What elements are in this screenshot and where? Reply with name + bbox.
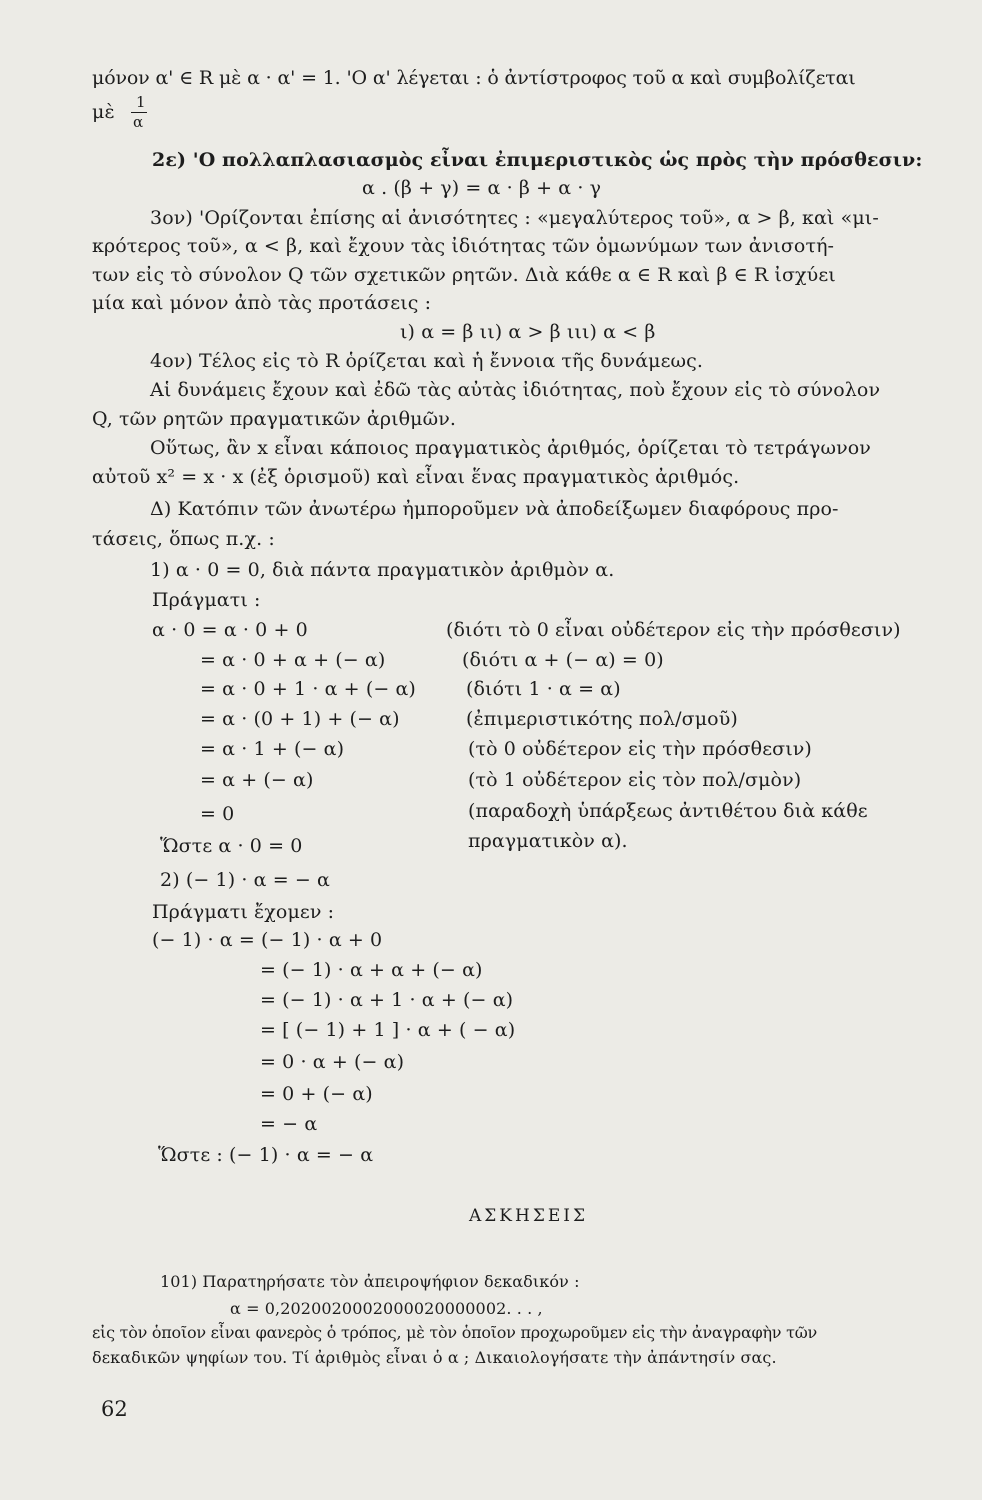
- text-line-16: τάσεις, ὅπως π.χ. :: [92, 528, 275, 550]
- exercises-heading: ΑΣΚΗΣΕΙΣ: [469, 1206, 588, 1226]
- part2-step: = 0 · α + (− α): [260, 1051, 405, 1073]
- section-2e-heading: 2ε) 'Ο πολλαπλασιασμὸς εἶναι ἐπιμεριστικὸς ὡς πρὸς τὴν πρόσθεσιν:: [152, 149, 923, 171]
- proof1-reason: (παραδοχὴ ὑπάρξεως ἀντιθέτου διὰ κάθε: [468, 800, 868, 822]
- proof1-step-left: α · 0 = α · 0 + 0: [152, 619, 308, 641]
- part2-step: = [ (− 1) + 1 ] · α + ( − α): [260, 1019, 516, 1041]
- fraction-numerator: 1: [136, 93, 146, 111]
- text-line-2: μὲ: [92, 101, 115, 123]
- text-line-8: μία καὶ μόνον ἀπὸ τὰς προτάσεις :: [92, 292, 432, 314]
- text-line-11: Αἱ δυνάμεις ἔχουν καὶ ἐδῶ τὰς αὐτὰς ἰδιότητας, ποὺ ἔχουν εἰς τὸ σύνολον: [150, 379, 881, 401]
- fraction-denominator: α: [133, 113, 144, 131]
- part2-title: 2) (− 1) · α = − α: [160, 869, 330, 891]
- proof1-reason: (διότι 1 · α = α): [466, 678, 621, 700]
- part2-step: (− 1) · α = (− 1) · α + 0: [152, 929, 383, 951]
- part2-step: = − α: [260, 1113, 318, 1135]
- propositions-line: ι) α = β ιι) α > β ιιι) α < β: [400, 321, 656, 343]
- text-line-15: Δ) Κατόπιν τῶν ἀνωτέρω ἠμποροῦμεν νὰ ἀποδείξωμεν διαφόρους προ-: [150, 498, 839, 520]
- text-line-17: 1) α · 0 = 0, διὰ πάντα πραγματικὸν ἀριθμὸν α.: [150, 559, 615, 581]
- text-line-1: μόνον α' ∈ R μὲ α · α' = 1. 'Ο α' λέγεται : ὁ ἀντίστροφος τοῦ α καὶ συμβολίζεται: [92, 67, 856, 89]
- text-line-13: Οὕτως, ἂν x εἶναι κάποιος πραγματικὸς ἀριθμός, ὁρίζεται τὸ τετράγωνον: [150, 437, 871, 459]
- proof1-step-left: = α · (0 + 1) + (− α): [200, 708, 400, 730]
- exercise-101-number: α = 0,2020020002000020000002. . . ,: [230, 1299, 543, 1318]
- text-line-7: των εἰς τὸ σύνολον Q τῶν σχετικῶν ρητῶν. Διὰ κάθε α ∈ R καὶ β ∈ R ἰσχύει: [92, 264, 836, 286]
- proof1-reason: (διότι α + (− α) = 0): [462, 649, 664, 671]
- part2-step: = (− 1) · α + 1 · α + (− α): [260, 989, 514, 1011]
- distributive-formula: α . (β + γ) = α · β + α · γ: [362, 177, 602, 199]
- proof1-conclusion: Ὥστε α · 0 = 0: [160, 835, 303, 857]
- text-line-18: Πράγματι :: [152, 589, 261, 611]
- part2-intro: Πράγματι ἔχομεν :: [152, 901, 335, 923]
- proof1-step-left: = α + (− α): [200, 769, 314, 791]
- proof1-reason: (διότι τὸ 0 εἶναι οὐδέτερον εἰς τὴν πρόσθεσιν): [446, 619, 901, 641]
- proof1-reason: (τὸ 1 οὐδέτερον εἰς τὸν πολ/σμὸν): [468, 769, 802, 791]
- exercise-101-line: δεκαδικῶν ψηφίων του. Τί ἀριθμὸς εἶναι ὁ α ; Δικαιολογήσατε τὴν ἀπάντησίν σας.: [92, 1348, 777, 1367]
- text-line-6: κρότερος τοῦ», α < β, καὶ ἔχουν τὰς ἰδιότητας τῶν ὁμωνύμων των ἀνισοτή-: [92, 235, 835, 257]
- exercise-101-line: 101) Παρατηρήσατε τὸν ἀπειροψήφιον δεκαδικόν :: [160, 1272, 580, 1291]
- text-line-10: 4ον) Τέλος εἰς τὸ R ὁρίζεται καὶ ἡ ἔννοια τῆς δυνάμεως.: [150, 350, 704, 372]
- part2-step: = (− 1) · α + α + (− α): [260, 959, 483, 981]
- proof1-step-left: = 0: [200, 803, 235, 825]
- proof1-reason: πραγματικὸν α).: [468, 830, 628, 852]
- page-number: 62: [101, 1397, 128, 1421]
- part2-step: = 0 + (− α): [260, 1083, 373, 1105]
- proof1-step-left: = α · 0 + α + (− α): [200, 649, 386, 671]
- text-line-5: 3ον) 'Ορίζονται ἐπίσης αἱ ἀνισότητες : «μεγαλύτερος τοῦ», α > β, καὶ «μι-: [150, 207, 879, 229]
- exercise-101-line: εἰς τὸν ὁποῖον εἶναι φανερὸς ὁ τρόπος, μὲ τὸν ὁποῖον προχωροῦμεν εἰς τὴν ἀναγραφὴν τῶν: [92, 1323, 817, 1342]
- proof1-reason: (ἐπιμεριστικότης πολ/σμοῦ): [466, 708, 738, 730]
- proof1-step-left: = α · 0 + 1 · α + (− α): [200, 678, 416, 700]
- proof1-reason: (τὸ 0 οὐδέτερον εἰς τὴν πρόσθεσιν): [468, 738, 812, 760]
- text-line-14: αὐτοῦ x² = x · x (ἐξ ὁρισμοῦ) καὶ εἶναι ἕνας πραγματικὸς ἀριθμός.: [92, 466, 740, 488]
- proof1-step-left: = α · 1 + (− α): [200, 738, 345, 760]
- part2-conclusion: Ὥστε : (− 1) · α = − α: [158, 1144, 374, 1166]
- text-line-12: Q, τῶν ρητῶν πραγματικῶν ἀριθμῶν.: [92, 408, 457, 430]
